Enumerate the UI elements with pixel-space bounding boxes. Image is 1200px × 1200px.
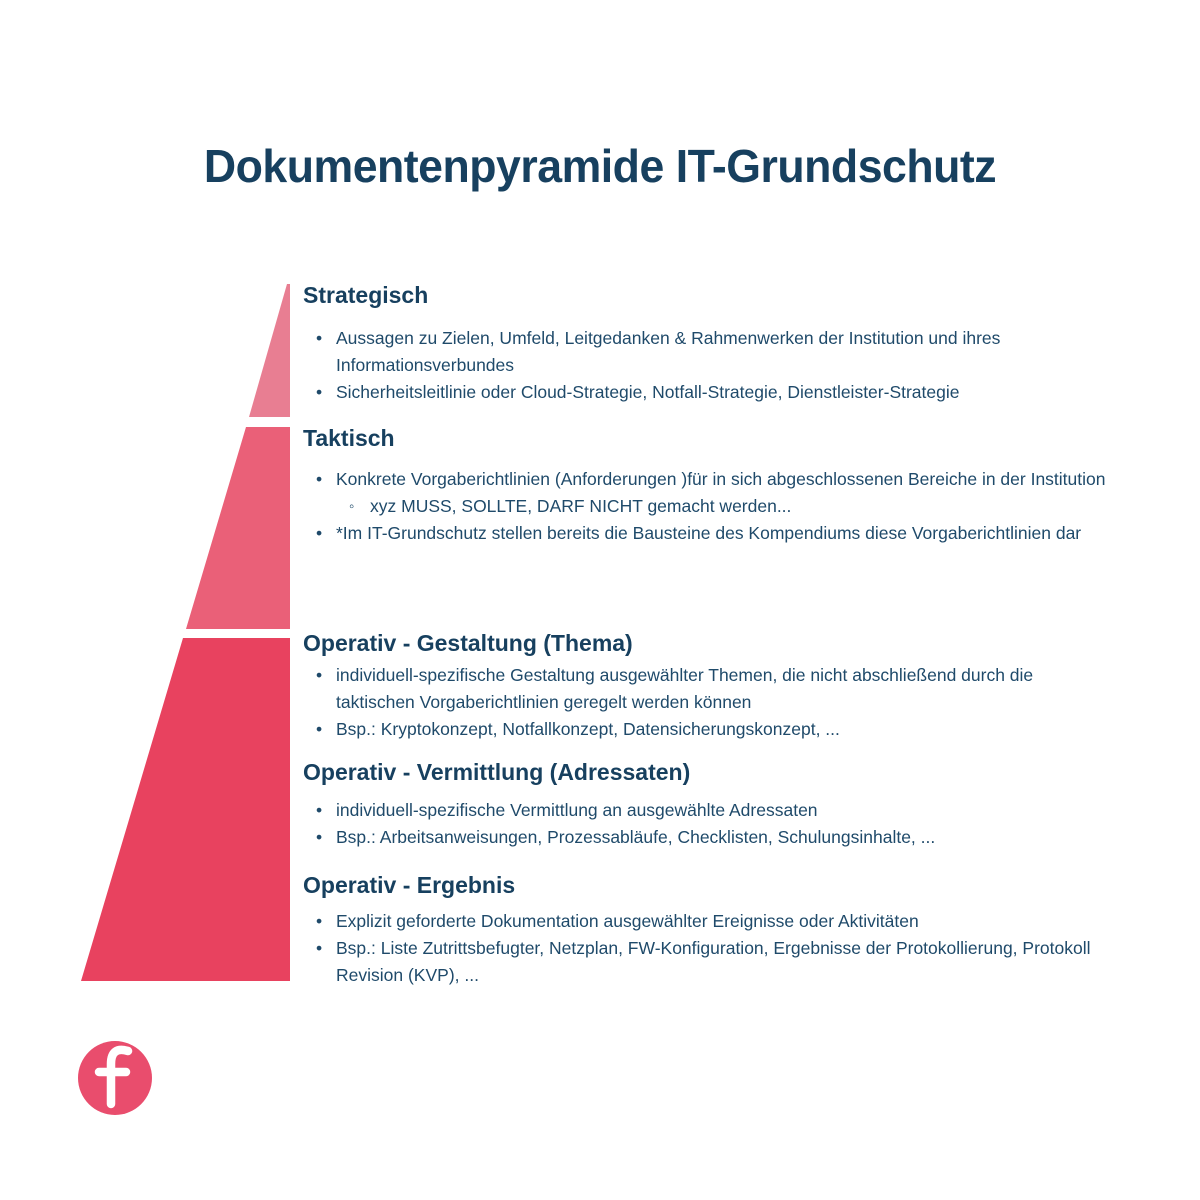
section-heading: Operativ - Ergebnis: [303, 872, 516, 898]
bullet-item: • Bsp.: Kryptokonzept, Notfallkonzept, Datensicherungskonzept, ...: [303, 716, 1108, 743]
bullet-item: • Aussagen zu Zielen, Umfeld, Leitgedanken & Rahmenwerken der Institution und ihres Informationsverbundes: [303, 325, 1108, 379]
bullet-item: • Bsp.: Arbeitsanweisungen, Prozessabläufe, Checklisten, Schulungsinhalte, ...: [303, 824, 1108, 851]
section-heading: Operativ - Vermittlung (Adressaten): [303, 759, 691, 785]
bullet-item: • individuell-spezifische Gestaltung ausgewählter Themen, die nicht abschließend durch die taktischen Vorgaberichtlinien geregelt werden können: [303, 662, 1108, 716]
bullet-item: • Konkrete Vorgaberichtlinien (Anforderungen )für in sich abgeschlossenen Bereiche in der Institution: [303, 466, 1108, 493]
section-heading: Taktisch: [303, 425, 395, 451]
page-title: Dokumentenpyramide IT-Grundschutz: [203, 139, 997, 192]
bullet-item: • individuell-spezifische Vermittlung an ausgewählte Adressaten: [303, 797, 1108, 824]
bullet-item: • *Im IT-Grundschutz stellen bereits die Bausteine des Kompendiums diese Vorgaberichtlinien dar: [303, 520, 1108, 547]
bullet-item: • Explizit geforderte Dokumentation ausgewählter Ereignisse oder Aktivitäten: [303, 908, 1108, 935]
bullet-item: • Bsp.: Liste Zutrittsbefugter, Netzplan, FW-Konfiguration, Ergebnisse der Protokollierung, Protokoll Revision (KVP), ...: [303, 935, 1108, 989]
section-heading: Operativ - Gestaltung (Thema): [303, 630, 633, 656]
sub-bullet-item: ◦ xyz MUSS, SOLLTE, DARF NICHT gemacht werden...: [303, 493, 1108, 520]
section-heading: Strategisch: [303, 282, 429, 308]
bullet-item: • Sicherheitsleitlinie oder Cloud-Strategie, Notfall-Strategie, Dienstleister-Strategie: [303, 379, 1108, 406]
